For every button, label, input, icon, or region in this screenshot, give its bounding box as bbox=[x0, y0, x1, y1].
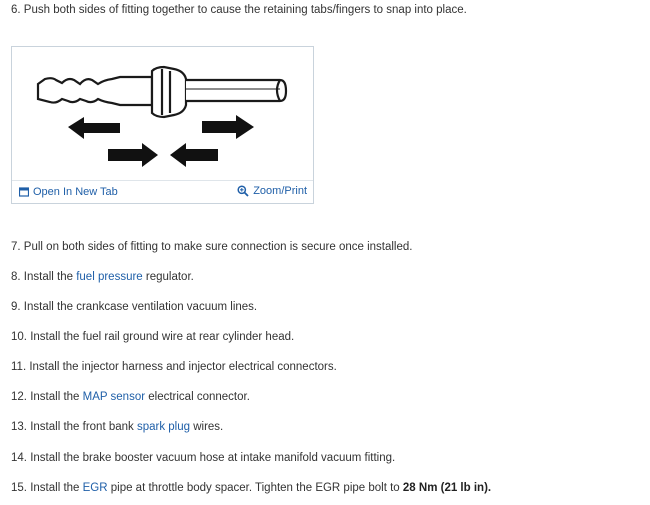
right-tube bbox=[186, 80, 286, 101]
step-text: Install the brake booster vacuum hose at intake manifold vacuum fitting. bbox=[30, 452, 396, 464]
arrow-left-upper bbox=[68, 117, 120, 139]
step-text: Push both sides of fitting together to cause the retaining tabs/fingers to snap into place. bbox=[23, 4, 467, 16]
step-number: 12. bbox=[11, 391, 27, 403]
step-text-pre: Install the front bank bbox=[30, 421, 137, 433]
fitting-diagram-figure bbox=[11, 46, 314, 204]
step-number: 6. bbox=[11, 4, 21, 16]
step-number: 7. bbox=[11, 241, 21, 253]
step-text: Install the fuel rail ground wire at rear cylinder head. bbox=[30, 331, 295, 343]
arrow-left-lower bbox=[170, 143, 218, 167]
magnifier-icon bbox=[237, 185, 249, 197]
step-11 bbox=[11, 360, 337, 374]
figure-footer bbox=[12, 180, 313, 203]
fitting-diagram bbox=[12, 47, 313, 179]
step-6 bbox=[11, 3, 467, 17]
zoom-print-link[interactable] bbox=[237, 185, 307, 197]
map-sensor-link[interactable]: MAP sensor bbox=[82, 391, 146, 403]
step-8 bbox=[11, 270, 194, 284]
step-text: Pull on both sides of fitting to make sure connection is secure once installed. bbox=[23, 241, 413, 253]
step-9 bbox=[11, 300, 257, 314]
spark-plug-link[interactable]: spark plug bbox=[136, 421, 191, 433]
left-tube bbox=[38, 77, 152, 105]
step-number: 13. bbox=[11, 421, 27, 433]
step-text-pre: Install the bbox=[30, 482, 83, 494]
open-in-new-tab-label: Open In New Tab bbox=[33, 186, 118, 198]
step-text-pre: Install the bbox=[23, 271, 77, 283]
step-number: 8. bbox=[11, 271, 21, 283]
step-text: Install the injector harness and injector electrical connectors. bbox=[29, 361, 337, 373]
arrow-right-upper bbox=[202, 115, 254, 139]
step-7 bbox=[11, 240, 412, 254]
step-15 bbox=[11, 481, 491, 495]
step-13 bbox=[11, 420, 223, 434]
torque-spec: 28 Nm (21 lb in). bbox=[402, 482, 492, 494]
egr-link[interactable]: EGR bbox=[82, 482, 108, 494]
step-text-pre: Install the bbox=[30, 391, 83, 403]
step-text-post: wires. bbox=[190, 421, 224, 433]
step-text-post: regulator. bbox=[142, 271, 194, 283]
step-number: 10. bbox=[11, 331, 27, 343]
step-text-post: electrical connector. bbox=[145, 391, 250, 403]
zoom-print-label: Zoom/Print bbox=[253, 185, 307, 197]
step-text: Install the crankcase ventilation vacuum lines. bbox=[23, 301, 258, 313]
step-number: 11. bbox=[11, 361, 27, 373]
open-in-new-tab-icon bbox=[19, 187, 29, 197]
step-12 bbox=[11, 390, 250, 404]
step-number: 14. bbox=[11, 452, 27, 464]
step-10 bbox=[11, 330, 294, 344]
step-number: 9. bbox=[11, 301, 21, 313]
step-number: 15. bbox=[11, 482, 27, 494]
fuel-pressure-link[interactable]: fuel pressure bbox=[76, 271, 143, 283]
arrow-right-lower bbox=[108, 143, 158, 167]
open-in-new-tab-link[interactable] bbox=[19, 186, 118, 198]
step-text-post: pipe at throttle body spacer. Tighten the EGR pipe bolt to bbox=[107, 482, 403, 494]
step-14 bbox=[11, 451, 395, 465]
